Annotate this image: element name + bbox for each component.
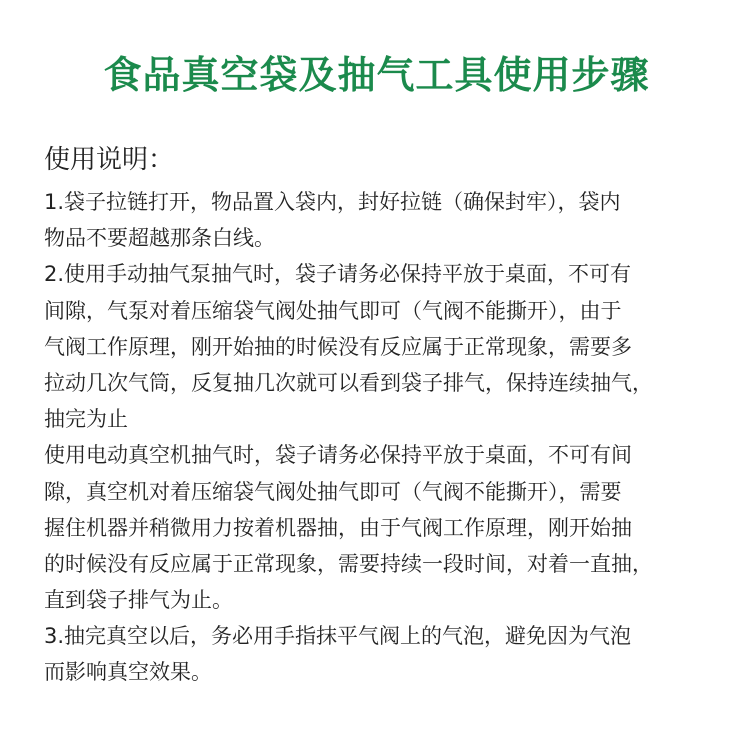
instruction-line: 气阀工作原理，刚开始抽的时候没有反应属于正常现象，需要多	[44, 334, 632, 359]
instruction-line: 抽完为止	[44, 407, 128, 432]
instruction-line: 拉动几次气筒，反复抽几次就可以看到袋子排气，保持连续抽气，	[44, 370, 653, 395]
instruction-line: 3.抽完真空以后，务必用手指抹平气阀上的气泡，避免因为气泡	[44, 624, 632, 649]
instruction-line: 直到袋子排气为止。	[44, 588, 233, 613]
instruction-line: 2.使用手动抽气泵抽气时，袋子请务必保持平放于桌面，不可有	[44, 262, 632, 287]
page-title: 食品真空袋及抽气工具使用步骤	[103, 53, 650, 97]
instruction-line: 1.袋子拉链打开，物品置入袋内，封好拉链（确保封牢），袋内	[44, 190, 621, 214]
instructions-body	[44, 184, 734, 691]
instruction-line: 握住机器并稍微用力按着机器抽，由于气阀工作原理，刚开始抽	[44, 515, 632, 540]
instruction-line: 物品不要超越那条白线。	[44, 226, 275, 251]
instruction-line: 间隙，气泵对着压缩袋气阀处抽气即可（气阀不能撕开），由于	[44, 298, 622, 323]
instruction-line: 的时候没有反应属于正常现象，需要持续一段时间，对着一直抽，	[44, 551, 653, 576]
instruction-line: 隙，真空机对着压缩袋气阀处抽气即可（气阀不能撕开），需要	[44, 479, 622, 504]
instruction-line: 使用电动真空机抽气时，袋子请务必保持平放于桌面，不可有间	[44, 443, 632, 468]
instructions-heading: 使用说明：	[44, 145, 175, 175]
instruction-line: 而影响真空效果。	[44, 660, 212, 685]
